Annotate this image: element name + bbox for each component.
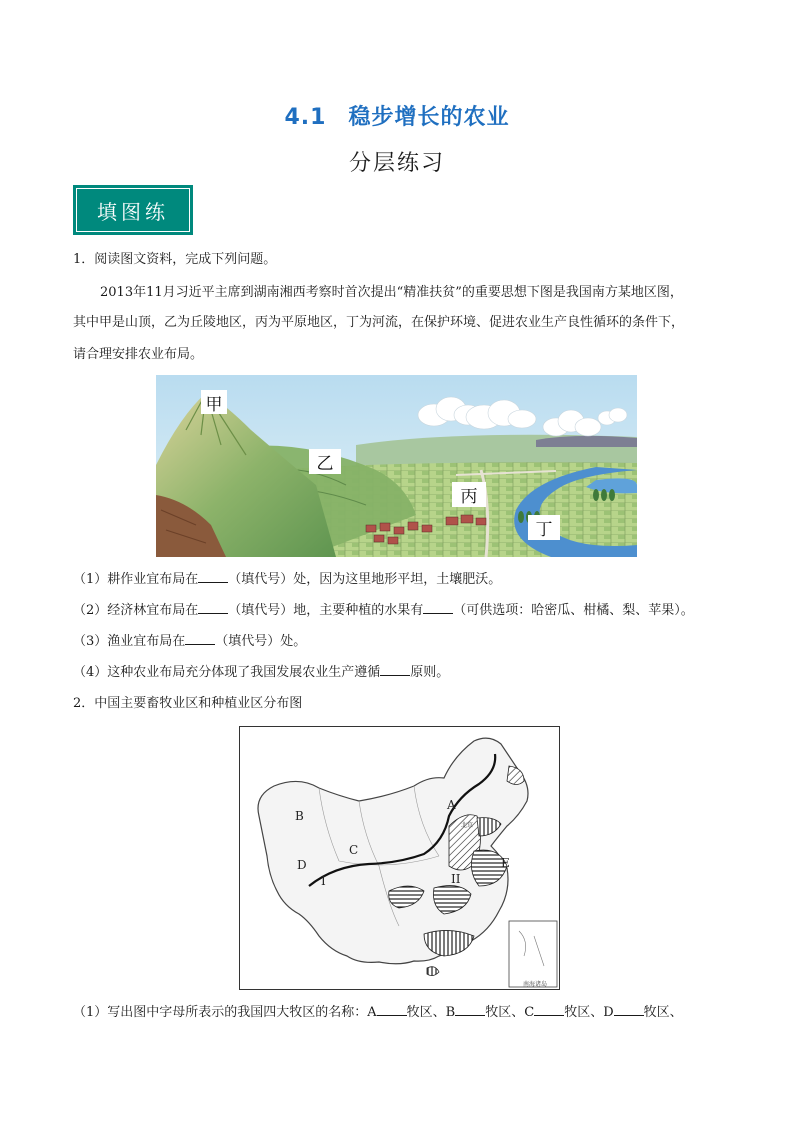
answer-blank[interactable] [380,663,410,676]
answer-blank[interactable] [423,601,453,614]
q1-sub-4: （4）这种农业布局充分体现了我国发展农业生产遵循 原则。 [73,665,450,680]
answer-blank[interactable] [455,1003,485,1016]
map-label-i: I [321,874,326,888]
section-badge [73,185,193,235]
map-label-d: D [297,858,307,872]
answer-blank[interactable] [185,632,215,645]
china-agriculture-map [239,726,560,990]
section-badge-label: 填图练 [76,188,190,232]
landscape-drawing [156,375,637,557]
page-title [0,100,794,131]
map-label-ii: II [451,872,461,886]
map-label-a: A [447,798,456,812]
q1-passage-line-2: 其中甲是山顶，乙为丘陵地区，丙为平原地区，丁为河流，在保护环境、促进农业生产良性循环的条件下， [73,315,685,330]
map-label-capital: 北京 [461,822,474,829]
q2-sub-1: （1）写出图中字母所表示的我国四大牧区的名称：A 牧区、B 牧区、C 牧区、D 牧区、 [73,1005,683,1020]
section-number: 4.1 [284,105,327,130]
answer-blank[interactable] [614,1003,644,1016]
q1-passage-line-3: 请合理安排农业布局。 [73,347,204,362]
map-label-e: E [501,856,510,870]
answer-blank[interactable] [377,1003,407,1016]
q1-sub-3: （3）渔业宜布局在 （填代号）处。 [73,634,307,649]
landscape-illustration [156,375,637,557]
page-subtitle: 分层练习 [348,151,445,176]
answer-blank[interactable] [198,570,228,583]
q1-sub-1: （1）耕作业宜布局在 （填代号）处，因为这里地形平坦，土壤肥沃。 [73,572,502,587]
china-map-drawing [239,726,560,990]
map-label-c: C [349,843,359,857]
title-text: 稳步增长的农业 [348,105,510,130]
q2-stem: 2．中国主要畜牧业区和种植业区分布图 [73,696,303,711]
label-yi: 乙 [309,449,341,474]
map-label-inset: 南海诸岛 [523,981,548,988]
map-label-b: B [295,809,304,823]
q1-sub-2: （2）经济林宜布局在 （填代号）地，主要种植的水果有 （可供选项：哈密瓜、柑橘、梨、苹果）。 [73,603,694,618]
label-ding: 丁 [528,515,560,540]
label-jia: 甲 [201,390,227,414]
q1-passage-line-1: 2013年11月习近平主席到湖南湘西考察时首次提出“精准扶贫”的重要思想下图是我国南方某地区图， [100,285,683,300]
answer-blank[interactable] [534,1003,564,1016]
q1-stem: 1．阅读图文资料，完成下列问题。 [73,252,277,267]
answer-blank[interactable] [198,601,228,614]
label-bing: 丙 [452,482,486,507]
